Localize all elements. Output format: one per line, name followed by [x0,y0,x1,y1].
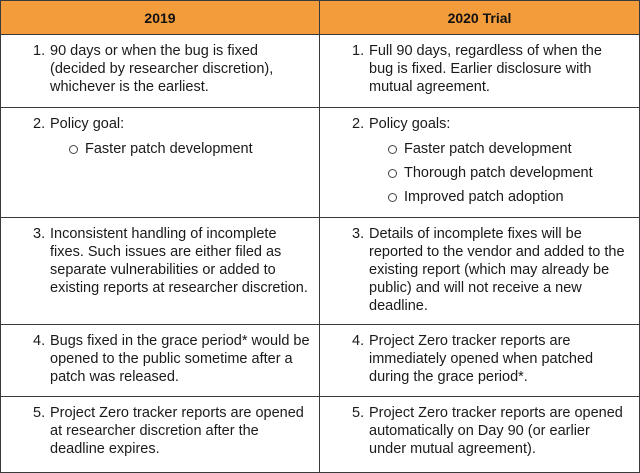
item-text: Full 90 days, regardless of when the bug is fixed. Earlier disclosure with mutual agreement. [369,43,602,95]
table-row [1,108,639,218]
item-text: Project Zero tracker reports are immediately opened when patched during the grace period*. [369,333,594,385]
row3-2019-cell [1,218,320,324]
item-number: 2. [33,116,46,132]
item-text: Policy goals: [369,116,451,132]
row2-2019-cell [1,108,320,217]
table-row [1,397,639,472]
item-number: 5. [352,405,365,421]
list-item: Faster patch development [69,140,253,164]
header-2020-trial: 2020 Trial [447,9,512,26]
item-text: Details of incomplete fixes will be reported to the vendor and added to the existing report (which may already be public) and will not receive a new deadline. [369,226,625,314]
row4-2020-cell [320,325,639,396]
row5-2020-cell [320,397,639,472]
row2-2020-cell [320,108,639,217]
item-text: Project Zero tracker reports are opened automatically on Day 90 (or earlier under mutual agreement). [369,405,623,457]
item-text: Policy goal: [50,116,125,132]
item-text: Project Zero tracker reports are opened at researcher discretion after the deadline expires. [50,405,304,457]
row1-2020-cell [320,35,639,107]
item-number: 4. [352,333,365,349]
row1-2019-cell [1,35,320,107]
list-item: Faster patch development [388,140,593,164]
row3-2020-cell [320,218,639,324]
item-number: 1. [33,43,46,59]
row5-2019-cell [1,397,320,472]
item-number: 2. [352,116,365,132]
table-row [1,35,639,108]
item-number: 5. [33,405,46,421]
list-item: Improved patch adoption [388,188,593,212]
goal-list [388,140,593,212]
row4-2019-cell [1,325,320,396]
item-text: Bugs fixed in the grace period* would be opened to the public sometime after a patch was released. [50,333,310,385]
header-2019: 2019 [1,1,320,34]
item-number: 1. [352,43,365,59]
item-number: 3. [352,226,365,242]
item-text: 90 days or when the bug is fixed (decided by researcher discretion), whichever is the earliest. [50,43,274,95]
item-number: 4. [33,333,46,349]
item-number: 3. [33,226,46,242]
table-row [1,325,639,397]
table-header-row [1,1,639,35]
item-text: Inconsistent handling of incomplete fixes. Such issues are either filed as separate vulnerabilities or added to existing reports at researcher discretion. [50,226,308,296]
table-row [1,218,639,325]
goal-list [69,140,253,164]
list-item: Thorough patch development [388,164,593,188]
